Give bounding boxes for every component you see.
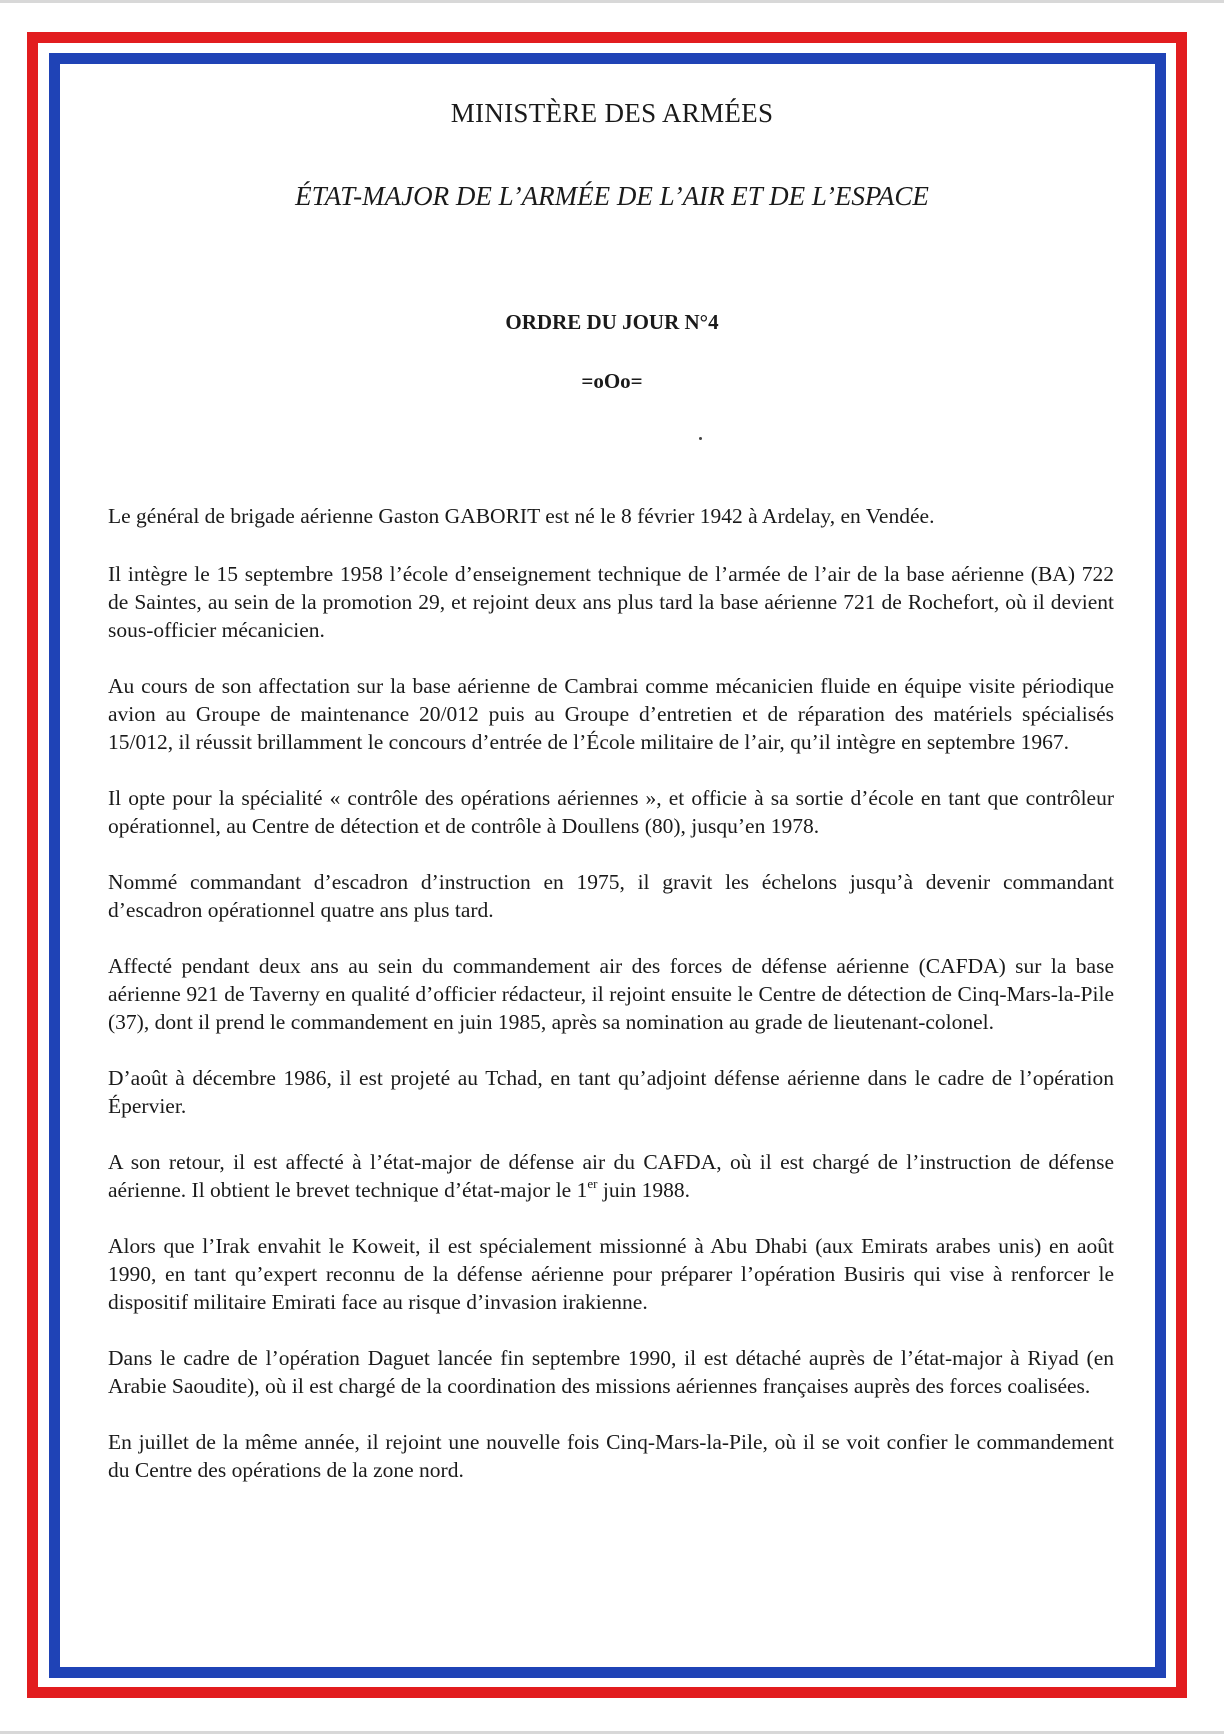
ministry-heading: MINISTÈRE DES ARMÉES — [450, 98, 774, 128]
document-body — [108, 502, 1114, 1512]
scan-speck — [699, 437, 702, 440]
staff-heading: ÉTAT-MAJOR DE L’ARMÉE DE L’AIR ET DE L’ESPACE — [295, 181, 929, 211]
paragraph-abu-dhabi: Alors que l’Irak envahit le Koweit, il est spécialement missionné à Abu Dhabi (aux Emirats arabes unis) en août 1990, en tant qu’expert reconnu de la défense aérienne pour préparer l’opération Busiris qui vise à renforcer le dispositif militaire Emirati face au risque d’invasion irakienne. — [108, 1234, 1114, 1314]
paragraph-return-end: juin 1988. — [597, 1178, 691, 1202]
paragraph-squadron-command: Nommé commandant d’escadron d’instruction en 1975, il gravit les échelons jusqu’à devenir commandant d’escadron opérationnel quatre ans plus tard. — [108, 870, 1114, 922]
paragraph-cambrai: Au cours de son affectation sur la base aérienne de Cambrai comme mécanicien fluide en équipe visite périodique avion au Groupe de maintenance 20/012 puis au Groupe d’entretien et de réparation des matériels spécialisés 15/012, il réussit brillamment le concours d’entrée de l’École militaire de l’air, qu’il intègre en septembre 1967. — [108, 674, 1114, 754]
paragraph-return — [108, 1148, 1114, 1204]
scan-edge-top — [0, 0, 1224, 3]
paragraph-technical-school: Il intègre le 15 septembre 1958 l’école d’enseignement technique de l’armée de l’air de la base aérienne (BA) 722 de Saintes, au sein de la promotion 29, et rejoint deux ans plus tard la base aérienne 721 de Rochefort, où il devient sous-officier mécanicien. — [108, 562, 1114, 642]
paragraph-birth: Le général de brigade aérienne Gaston GABORIT est né le 8 février 1942 à Ardelay, en Vendée. — [108, 504, 935, 528]
paragraph-cafda: Affecté pendant deux ans au sein du commandement air des forces de défense aérienne (CAFDA) sur la base aérienne 921 de Taverny en qualité d’officier rédacteur, il rejoint ensuite le Centre de détection de Cinq-Mars-la-Pile (37), dont il prend le commandement en juin 1985, après sa nomination au grade de lieutenant-colonel. — [108, 954, 1114, 1034]
paragraph-cinq-mars: En juillet de la même année, il rejoint une nouvelle fois Cinq-Mars-la-Pile, où il se voit confier le commandement du Centre des opérations de la zone nord. — [108, 1430, 1114, 1482]
superscript-er: er — [587, 1176, 598, 1191]
title-separator: =oOo= — [581, 369, 643, 393]
paragraph-specialty: Il opte pour la spécialité « contrôle des opérations aériennes », et officie à sa sortie d’école en tant que contrôleur opérationnel, au Centre de détection et de contrôle à Doullens (80), jusqu’en 1978. — [108, 786, 1114, 838]
order-title: ORDRE DU JOUR N°4 — [505, 310, 719, 334]
paragraph-chad: D’août à décembre 1986, il est projeté au Tchad, en tant qu’adjoint défense aérienne dans le cadre de l’opération Épervier. — [108, 1066, 1114, 1118]
paragraph-return-text: A son retour, il est affecté à l’état-major de défense air du CAFDA, où il est chargé de l’instruction de défense aérienne. Il obtient le brevet technique d’état-major le 1 — [108, 1150, 1114, 1202]
paragraph-daguet: Dans le cadre de l’opération Daguet lancée fin septembre 1990, il est détaché auprès de l’état-major à Riyad (en Arabie Saoudite), où il est chargé de la coordination des missions aériennes françaises auprès des forces coalisées. — [108, 1346, 1114, 1398]
